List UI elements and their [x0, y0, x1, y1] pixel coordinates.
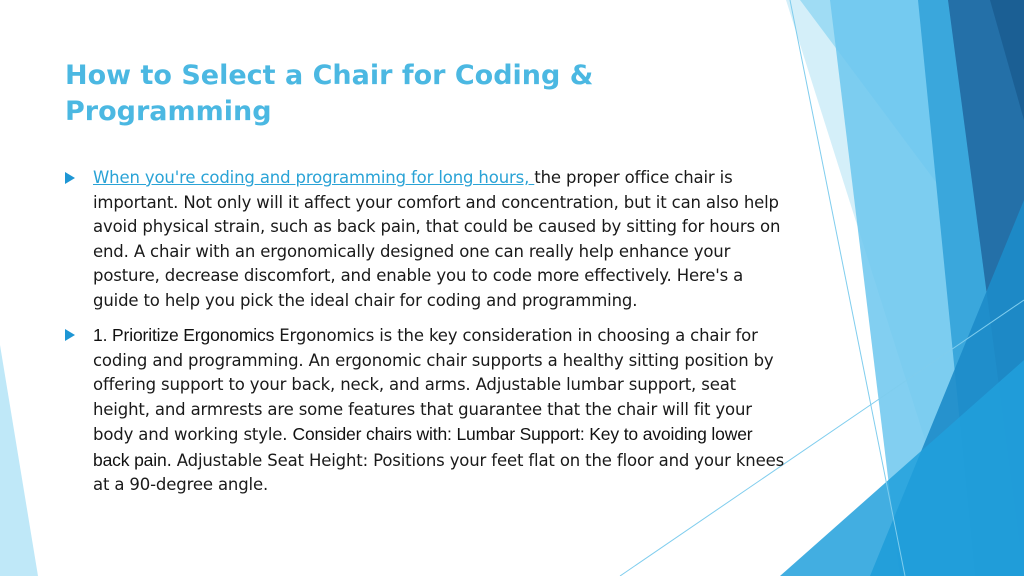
ergonomics-highlight: Consider chairs with: Lumbar Support: Key to avoiding lower back pain — [93, 424, 753, 470]
bullet-arrow-icon — [65, 329, 75, 341]
bullet-text — [93, 323, 785, 498]
ergonomics-tail: . Adjustable Seat Height: Positions your feet flat on the floor and your knees at a 90-degree angle. — [93, 450, 785, 494]
ergonomics-heading: 1. Prioritize Ergonomics — [93, 325, 275, 345]
bullet-arrow-icon — [65, 172, 75, 184]
intro-text: the proper office chair is important. Not only will it affect your comfort and concentration, but it can also help avoid physical strain, such as back pain, that could be caused by sitting for hours on end. A chair with an ergonomically designed one can really help enhance your posture, decrease discomfort, and enable you to code more effectively. Here's a guide to help you pick the ideal chair for coding and programming. — [93, 168, 781, 310]
bullet-list — [65, 166, 785, 508]
intro-link[interactable]: When you're coding and programming for long hours, — [93, 168, 535, 187]
slide-title: How to Select a Chair for Coding & Programming — [65, 60, 594, 127]
left-accent-shape — [0, 345, 38, 576]
bullet-item-ergonomics — [65, 323, 785, 498]
bullet-text — [93, 166, 785, 313]
ergonomics-text: Ergonomics is the key consideration in choosing a chair for coding and programming. An ergonomic chair supports a healthy sitting position by offering support to your back, neck, and arms. Adjustable lumbar support, seat height, and armrests are some features that guarantee that the chair will fit your body and working style. — [93, 326, 774, 444]
bullet-item-intro — [65, 166, 785, 313]
